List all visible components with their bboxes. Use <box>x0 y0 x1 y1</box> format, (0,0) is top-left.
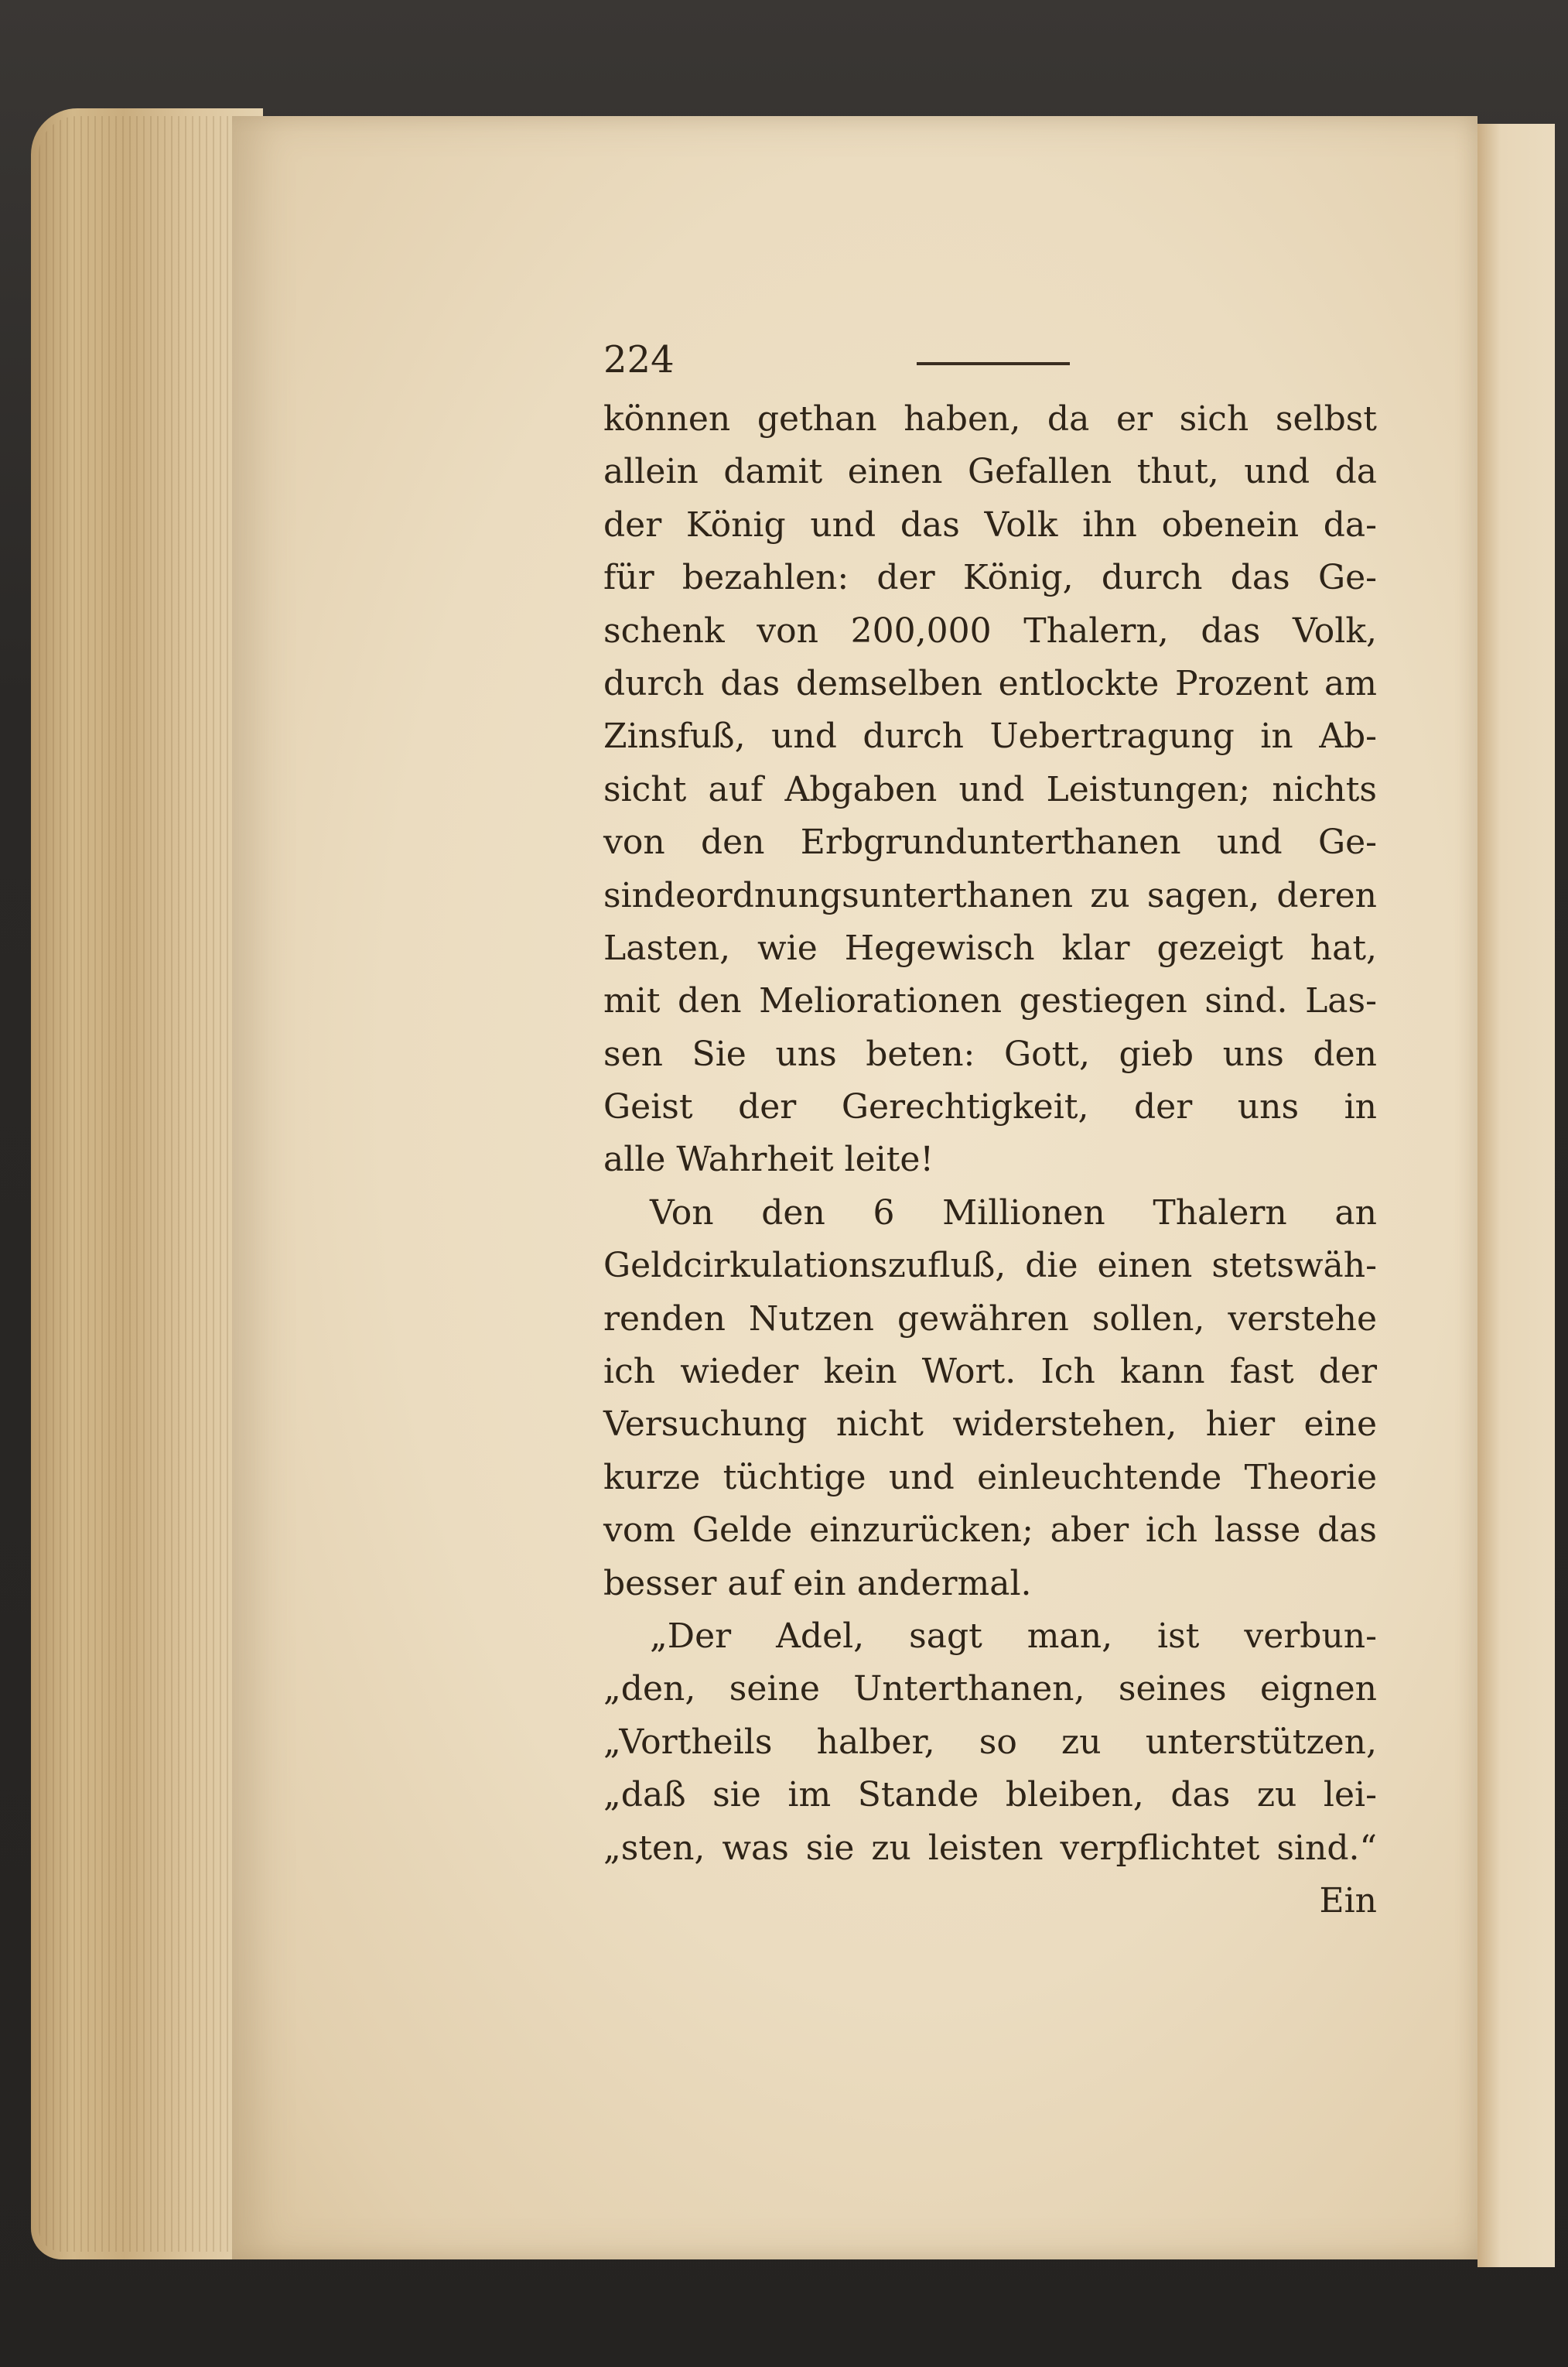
text-line: für bezahlen: der König, durch das Ge- <box>603 558 1377 598</box>
text-line: vom Gelde einzurücken; aber ich lasse das <box>603 1510 1377 1551</box>
facing-page-edge <box>1477 124 1555 2267</box>
text-line: ich wieder kein Wort. Ich kann fast der <box>603 1352 1377 1392</box>
text-line: können gethan haben, da er sich selbst <box>603 399 1377 439</box>
text-line: mit den Meliorationen gestiegen sind. Las- <box>603 981 1377 1021</box>
body-text <box>603 393 1377 1875</box>
text-line: von den Erbgrundunterthanen und Ge- <box>603 823 1377 863</box>
text-line: „Der Adel, sagt man, ist verbun- <box>650 1616 1377 1656</box>
text-line: kurze tüchtige und einleuchtende Theorie <box>603 1457 1377 1497</box>
text-line: sicht auf Abgaben und Leistungen; nichts <box>603 769 1377 809</box>
text-line: Zinsfuß, und durch Uebertragung in Ab- <box>603 717 1377 757</box>
text-line: „Vortheils halber, so zu unterstützen, <box>603 1722 1377 1762</box>
catchword-row <box>603 1875 1377 1927</box>
text-line: „den, seine Unterthanen, seines eignen <box>603 1669 1377 1709</box>
text-line: allein damit einen Gefallen thut, und da <box>603 452 1377 492</box>
text-line: „daß sie im Stande bleiben, das zu lei- <box>603 1775 1377 1815</box>
text-line: der König und das Volk ihn obenein da- <box>603 505 1377 545</box>
page-header <box>603 333 1377 387</box>
header-rule <box>917 362 1070 365</box>
text-line: Geist der Gerechtigkeit, der uns in <box>603 1087 1377 1127</box>
text-line: renden Nutzen gewähren sollen, verstehe <box>603 1298 1377 1339</box>
text-line: alle Wahrheit leite! <box>603 1140 934 1180</box>
text-line: Geldcirkulationszufluß, die einen stetswäh- <box>603 1246 1377 1286</box>
catchword: Ein <box>1319 1880 1377 1921</box>
text-block <box>603 333 1377 1927</box>
text-line: durch das demselben entlockte Prozent am <box>603 663 1377 703</box>
text-line: sindeordnungsunterthanen zu sagen, deren <box>603 875 1377 915</box>
text-line: schenk von 200,000 Thalern, das Volk, <box>603 611 1377 651</box>
text-line: Versuchung nicht widerstehen, hier eine <box>603 1404 1377 1445</box>
text-line: Von den 6 Millionen Thalern an <box>650 1192 1377 1233</box>
text-line: „sten, was sie zu leisten verpflichtet sind.“ <box>603 1828 1377 1868</box>
text-line: Lasten, wie Hegewisch klar gezeigt hat, <box>603 928 1377 968</box>
page-number: 224 <box>603 338 675 381</box>
text-line: sen Sie uns beten: Gott, gieb uns den <box>603 1034 1377 1074</box>
text-line: besser auf ein andermal. <box>603 1563 1032 1603</box>
page-stack-texture <box>39 116 240 2252</box>
